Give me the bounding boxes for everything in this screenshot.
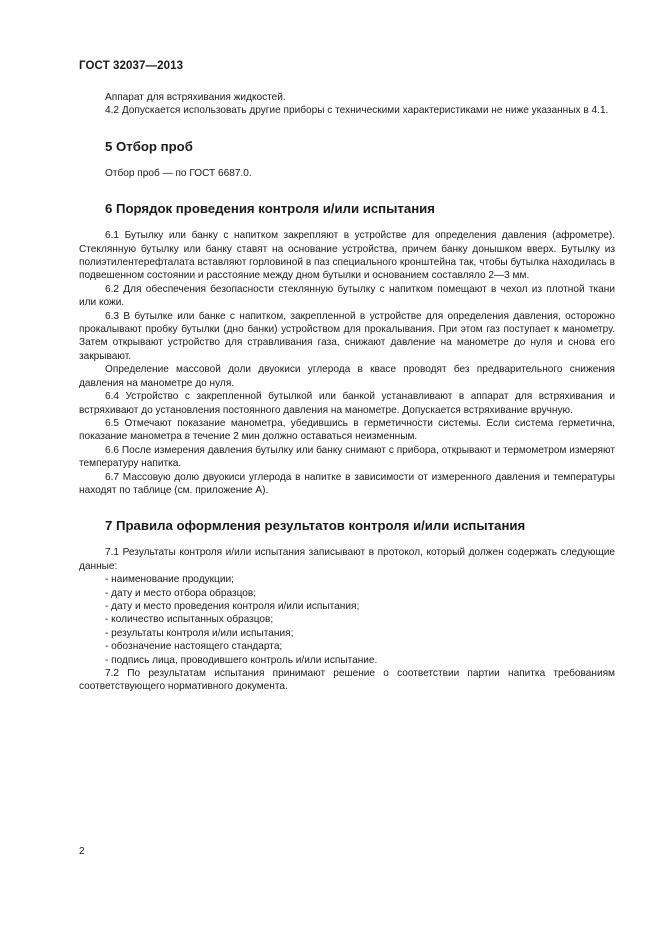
section-7-paragraph: 7.1 Результаты контроля и/или испытания записывают в протокол, который должен содержать следующие данные: bbox=[79, 547, 615, 572]
section-6-paragraph: 6.2 Для обеспечения безопасности стеклянную бутылку с напитком помещают в чехол из плотной ткани или кожи. bbox=[79, 283, 615, 309]
list-item: - подпись лица, проводившего контроль и/или испытание. bbox=[105, 654, 378, 666]
section-7-paragraph: 7.2 По результатам испытания принимают решение о соответствии партии напитка требованиям соответствующего нормативного документа. bbox=[79, 668, 615, 693]
intro-paragraph: Аппарат для встряхивания жидкостей. bbox=[105, 92, 286, 103]
section-6-paragraph: 6.3 В бутылке или банке с напитком, закрепленной в устройстве для определения давления, осторожно прокалывают пробку бутылки (дно банки) устройством для прокалывания. При этом газ поступает к манометру. Затем открывают устройство для стравливания газа, снижают давление на манометре до нуля и снова его закрывают. bbox=[79, 310, 615, 362]
section-7-heading: 7 Правила оформления результатов контроля и/или испытания bbox=[105, 518, 526, 534]
section-6-heading: 6 Порядок проведения контроля и/или испытания bbox=[105, 201, 435, 217]
list-item: - результаты контроля и/или испытания; bbox=[105, 627, 294, 639]
section-5-heading: 5 Отбор проб bbox=[105, 138, 193, 154]
section-6-paragraph: 6.1 Бутылку или банку с напитком закрепляют в устройстве для определения давления (афрометре). Стеклянную бутылку или банку ставят на основание устройства, причем банку донышком вверх. Бутылку из полиэтилентерефталата вставляют горловиной в паз специального кронштейна так, чтобы бутылка находилась в подвешенном состоянии и расстояние между дном бутылки и основанием составляло 2—3 мм. bbox=[79, 230, 615, 282]
page-number: 2 bbox=[79, 846, 85, 857]
list-item: - дату и место проведения контроля и/или испытания; bbox=[105, 600, 360, 612]
list-item: - дату и место отбора образцов; bbox=[105, 587, 257, 599]
document-header-code: ГОСТ 32037—2013 bbox=[79, 60, 184, 72]
section-5-paragraph: Отбор проб — по ГОСТ 6687.0. bbox=[105, 167, 252, 179]
section-6-paragraph: Определение массовой доли двуокиси углерода в квасе проводят без предварительного снижения давления на манометре до нуля. bbox=[79, 364, 615, 389]
section-6-paragraph: 6.6 После измерения давления бутылку или банку снимают с прибора, открывают и термометром измеряют температуру напитка. bbox=[79, 444, 615, 470]
list-item: - наименование продукции; bbox=[105, 574, 234, 586]
list-item: - количество испытанных образцов; bbox=[105, 614, 274, 626]
section-6-paragraph: 6.5 Отмечают показание манометра, убедившись в герметичности системы. Если система герметична, показание манометра в течение 2 мин должно оставаться неизменным. bbox=[79, 417, 615, 443]
intro-paragraph: 4.2 Допускается использовать другие приборы с техническими характеристиками не ниже указанных в 4.1. bbox=[105, 105, 609, 117]
section-6-paragraph: 6.7 Массовую долю двуокиси углерода в напитке в зависимости от измеренного давления и температуры находят по таблице (см. приложение А). bbox=[79, 471, 615, 496]
list-item: - обозначение настоящего стандарта; bbox=[105, 641, 283, 653]
document-body bbox=[79, 91, 615, 694]
section-6-paragraph: 6.4 Устройство с закрепленной бутылкой или банкой устанавливают в аппарат для встряхивания и встряхивают до установления постоянного давления на манометре. Допускается встряхивание вручную. bbox=[79, 391, 615, 416]
